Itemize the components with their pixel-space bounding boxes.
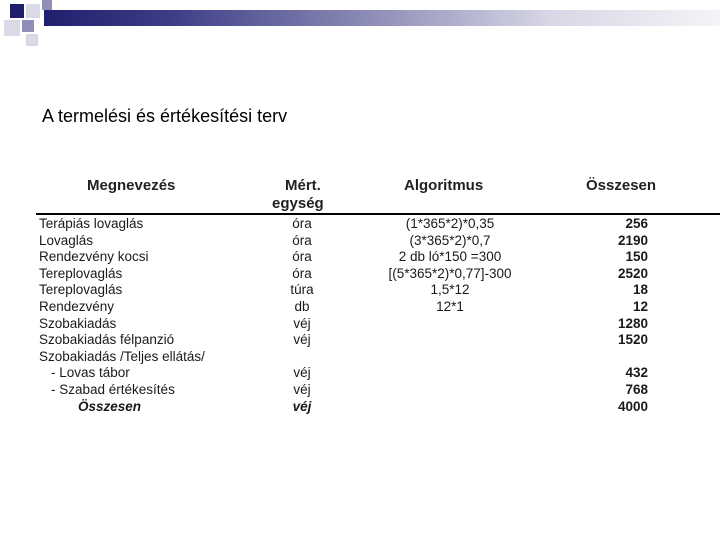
row-total: 256 [625, 216, 648, 231]
row-total: 2190 [617, 232, 648, 248]
table-row [36, 332, 720, 349]
row-name: Tereplovaglás [39, 265, 123, 281]
row-total: 768 [625, 381, 648, 397]
decor-square [4, 20, 20, 36]
table-row [36, 349, 720, 366]
table-row [36, 233, 720, 250]
row-unit: véj [293, 381, 311, 397]
table-header [36, 172, 720, 216]
header-algorithm: Algoritmus [404, 177, 484, 194]
table-row [36, 282, 720, 299]
decor-square [22, 20, 34, 32]
row-total: 4000 [617, 398, 648, 414]
row-name: - Lovas tábor [51, 365, 130, 381]
row-name: Szobakiadás [39, 315, 117, 331]
row-algorithm: (1*365*2)*0,35 [405, 216, 495, 231]
row-unit: óra [292, 232, 312, 248]
row-total: 1520 [617, 332, 648, 348]
row-total: 432 [625, 365, 648, 381]
row-total: 18 [632, 282, 648, 298]
row-unit: véj [293, 332, 311, 348]
row-algorithm: 1,5*12 [430, 282, 470, 298]
row-unit: óra [292, 249, 312, 265]
production-plan-table [36, 172, 720, 415]
row-name: Szobakiadás félpanzió [39, 332, 175, 348]
row-name: Rendezvény kocsi [39, 249, 149, 265]
row-total: 12 [632, 298, 648, 314]
header-unit-line2: egység [272, 195, 324, 212]
header-rule [36, 213, 720, 215]
table-row [36, 382, 720, 399]
row-total: 1280 [617, 315, 648, 331]
slide-title: A termelési és értékesítési terv [42, 106, 288, 126]
row-name: Rendezvény [39, 298, 115, 314]
decor-square [42, 0, 52, 10]
row-name: Összesen [78, 398, 142, 414]
header-total: Összesen [586, 177, 657, 194]
table-row [36, 365, 720, 382]
row-name: - Szabad értékesítés [51, 381, 175, 397]
table-row [36, 266, 720, 283]
row-unit: véj [293, 365, 311, 381]
row-name: Lovaglás [39, 232, 94, 248]
row-name: Tereplovaglás [39, 282, 123, 298]
table-row [36, 316, 720, 333]
header-gradient-bar [44, 10, 720, 26]
row-total: 150 [625, 249, 648, 265]
row-name: Szobakiadás /Teljes ellátás/ [39, 348, 205, 364]
decor-square [10, 4, 24, 18]
row-algorithm: (3*365*2)*0,7 [409, 232, 491, 248]
header-name: Megnevezés [87, 177, 176, 194]
row-unit: óra [292, 216, 312, 231]
decor-square [26, 4, 40, 18]
table-row [36, 249, 720, 266]
row-unit: túra [290, 282, 314, 298]
row-algorithm: [(5*365*2)*0,77]-300 [388, 265, 512, 281]
table-row [36, 299, 720, 316]
row-name: Terápiás lovaglás [39, 216, 144, 231]
header-unit-line1: Mért. [285, 177, 321, 194]
table-row [36, 216, 720, 233]
row-unit: véj [292, 398, 312, 414]
row-algorithm: 2 db ló*150 =300 [398, 249, 502, 265]
row-unit: véj [293, 315, 311, 331]
row-algorithm: 12*1 [436, 298, 464, 314]
row-total: 2520 [617, 265, 648, 281]
row-unit: óra [292, 265, 312, 281]
table-row [36, 399, 720, 416]
decor-square [26, 34, 38, 46]
row-unit: db [294, 298, 310, 314]
table-body [36, 216, 720, 415]
